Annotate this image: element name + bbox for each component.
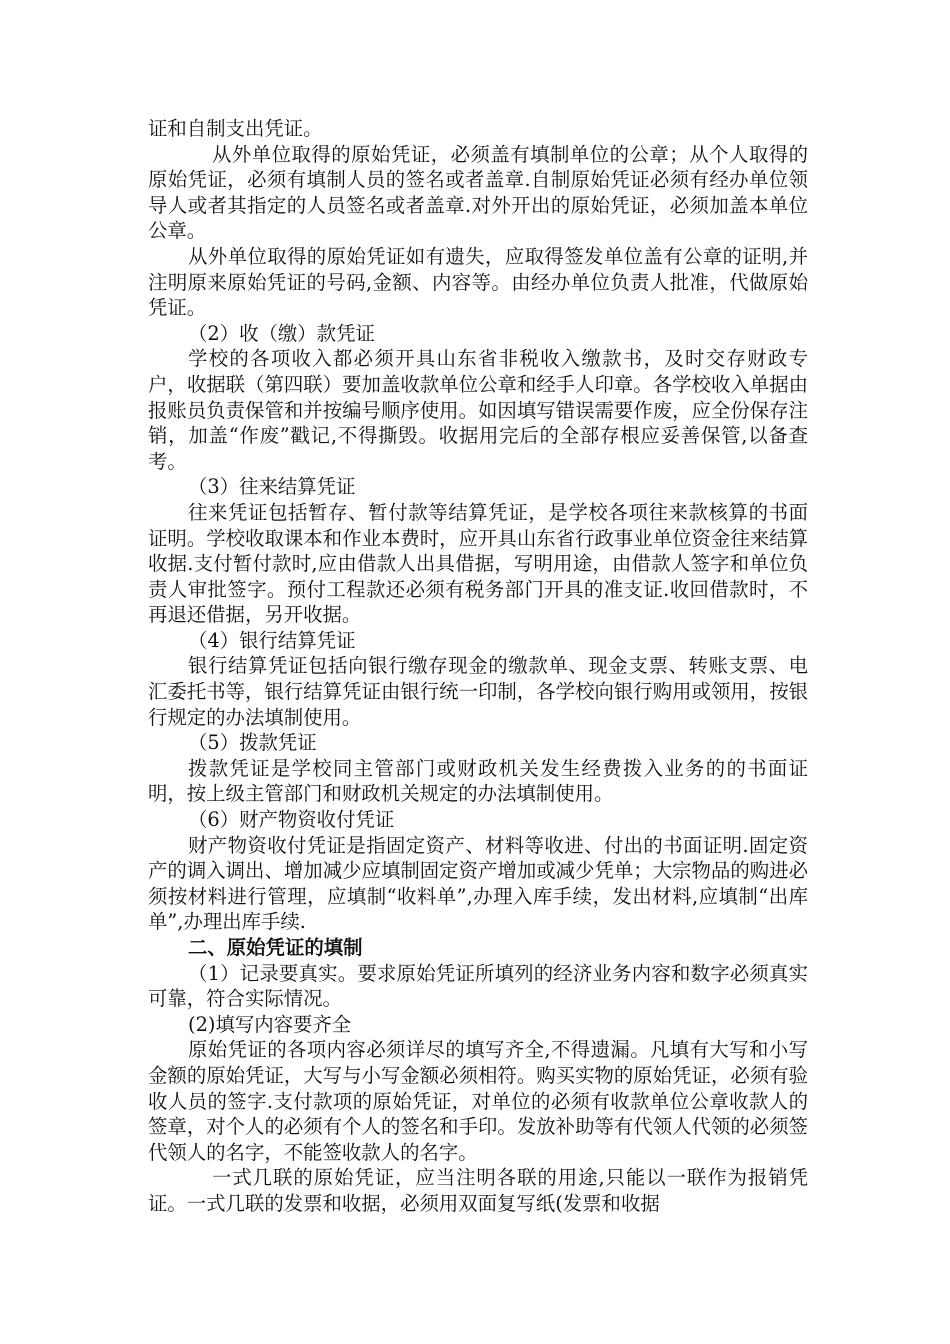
paragraph: 往来凭证包括暂存、暂付款等结算凭证，是学校各项往来款核算的书面证明。学校收取课本和作业本费时，应开具山东省行政事业单位资金往来结算收据.支付暂付款时,应由借款人出具借据，写明用途，由借款人签字和单位负责人审批签字。预付工程款还必须有税务部门开具的准支证.收回借款时，不再退还借据，另开收据。 [148,500,808,627]
paragraph: 原始凭证的各项内容必须详尽的填写齐全,不得遗漏。凡填有大写和小写金额的原始凭证，大写与小写金额必须相符。购买实物的原始凭证，必须有验收人员的签字.支付款项的原始凭证，对单位的必须有收款单位公章收款人的签章，对个人的必须有个人的签名和手印。发放补助等有代领人代领的必须签代领人的名字，不能签收款人的名字。 [148,1038,808,1164]
paragraph: （4）银行结算凭证 [188,628,356,652]
paragraph: (2)填写内容要齐全 [188,1012,352,1036]
paragraph: 证和自制支出凭证。 [148,117,323,140]
paragraph: 一式几联的原始凭证，应当注明各联的用途,只能以一联作为报销凭证。一式几联的发票和收据，必须用双面复写纸(发票和收据 [148,1166,808,1215]
paragraph: （5）拨款凭证 [188,731,317,755]
section-heading: 二、原始凭证的填制 [188,936,363,959]
paragraph: 从外单位取得的原始凭证如有遗失，应取得签发单位盖有公章的证明,并注明原来原始凭证的号码,金额、内容等。由经办单位负责人批准，代做原始凭证。 [148,244,808,320]
paragraph: 财产物资收付凭证是指固定资产、材料等收进、付出的书面证明.固定资产的调入调出、增加减少应填制固定资产增加或减少凭单；大宗物品的购进必须按材料进行管理，应填制“收料单”,办理入库手续，发出材料,应填制“出库单”,办理出库手续. [148,833,808,934]
document-page [148,116,808,1217]
paragraph: 拨款凭证是学校同主管部门或财政机关发生经费拨入业务的的书面证明，按上级主管部门和财政机关规定的办法填制使用。 [148,756,808,806]
paragraph: 学校的各项收入都必须开具山东省非税收入缴款书，及时交存财政专户，收据联（第四联）要加盖收款单位公章和经手人印章。各学校收入单据由报账员负责保管和并按编号顺序使用。如因填写错误需要作废，应全份保存注销，加盖“作废”戳记,不得撕毁。收据用完后的全部存根应妥善保管,以备查考。 [148,347,808,473]
paragraph: （1）记录要真实。要求原始凭证所填列的经济业务内容和数字必须真实可靠，符合实际情况。 [148,961,808,1011]
paragraph: （2）收（缴）款凭证 [188,321,375,345]
paragraph: （3）往来结算凭证 [188,475,356,499]
paragraph: （6）财产物资收付凭证 [188,808,395,832]
paragraph: 从外单位取得的原始凭证，必须盖有填制单位的公章；从个人取得的原始凭证，必须有填制人员的签名或者盖章.自制原始凭证必须有经办单位领导人或者其指定的人员签名或者盖章.对外开出的原始凭证，必须加盖本单位公章。 [148,142,808,243]
paragraph: 银行结算凭证包括向银行缴存现金的缴款单、现金支票、转账支票、电汇委托书等，银行结算凭证由银行统一印制，各学校向银行购用或领用，按银行规定的办法填制使用。 [148,654,808,729]
